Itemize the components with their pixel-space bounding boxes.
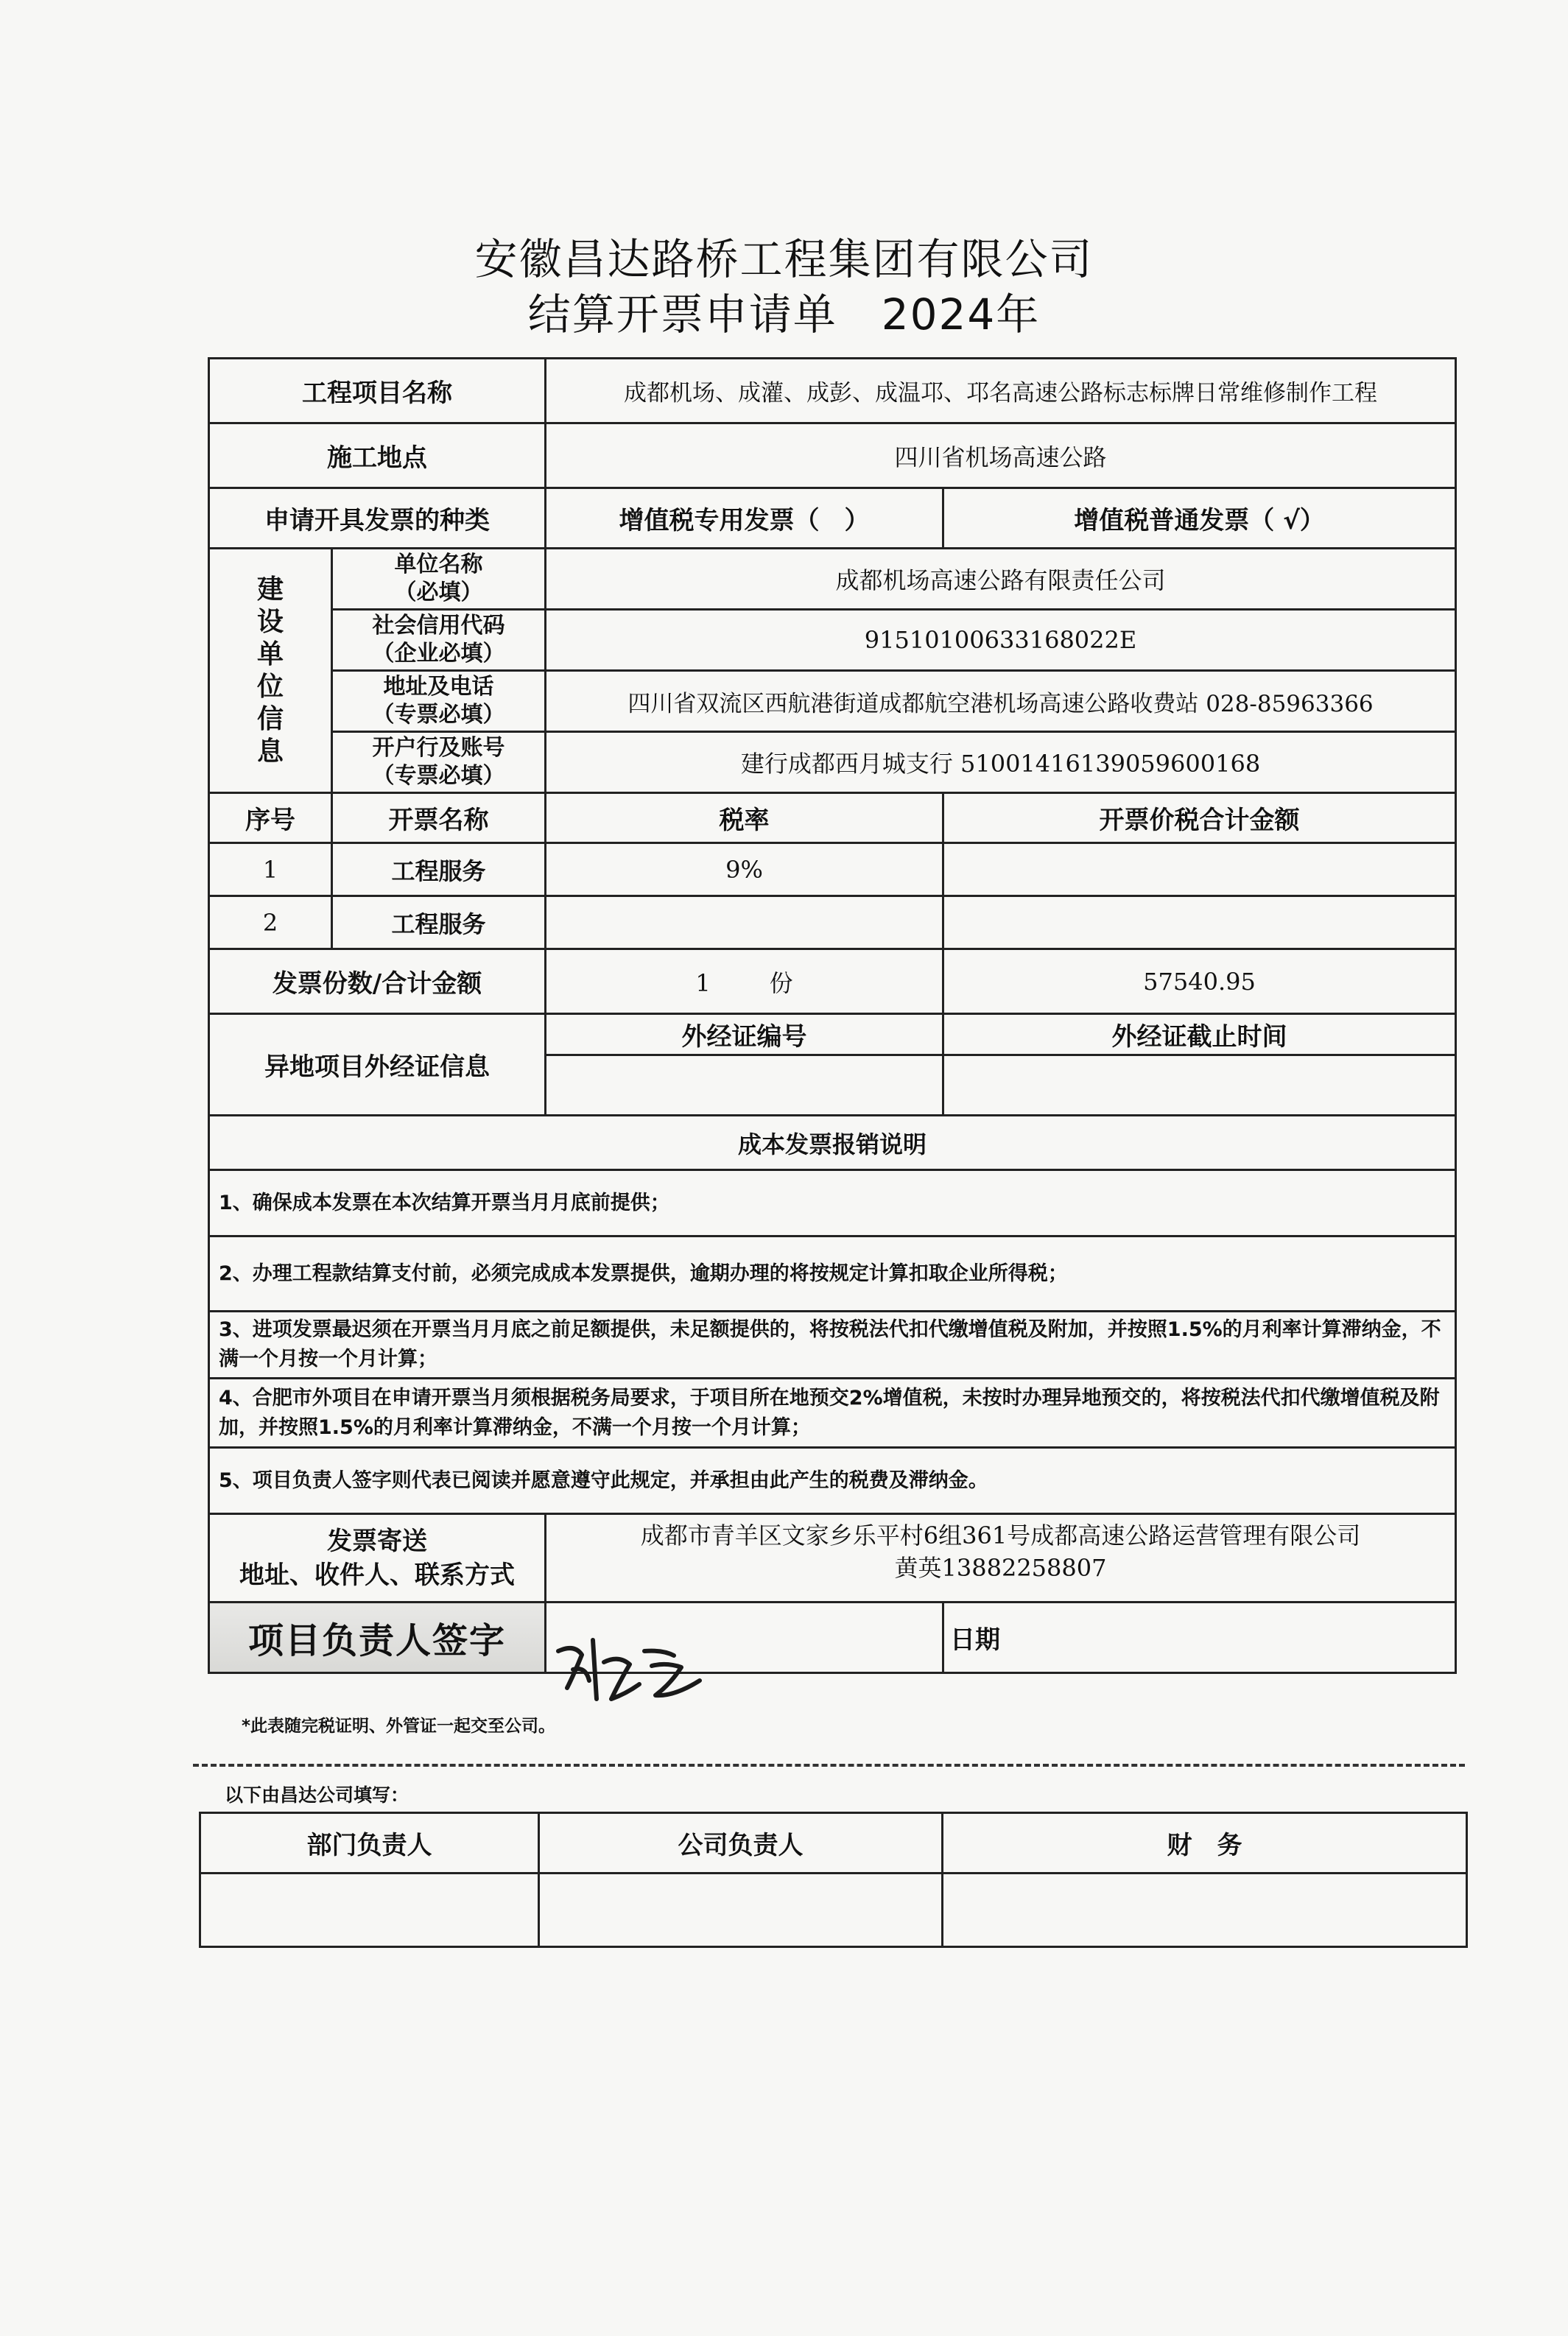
totals-label: 发票份数/合计金额 xyxy=(209,949,546,1014)
note-item: 1、确保成本发票在本次结算开票当月月底前提供； xyxy=(209,1170,1456,1236)
invoice-type-label: 申请开具发票的种类 xyxy=(209,488,546,549)
invoice-count-unit: 份 xyxy=(769,968,793,997)
note-item: 5、项目负责人签字则代表已阅读并愿意遵守此规定，并承担由此产生的税费及滞纳金。 xyxy=(209,1448,1456,1514)
col-header-rate: 税率 xyxy=(546,793,943,843)
finance-header: 财 务 xyxy=(943,1813,1467,1874)
application-form-table xyxy=(208,357,1457,1674)
cert-no-value xyxy=(546,1055,943,1116)
external-cert-label: 异地项目外经证信息 xyxy=(209,1014,546,1116)
item-amount xyxy=(943,896,1456,949)
special-invoice-option[interactable]: 增值税专用发票（ ） xyxy=(546,488,943,549)
site-label: 施工地点 xyxy=(209,423,546,488)
company-section-label: 以下由昌达公司填写： xyxy=(225,1784,409,1806)
date-field[interactable]: 日期 xyxy=(943,1603,1456,1673)
credit-code-label xyxy=(332,610,546,671)
credit-code-note: （企业必填） xyxy=(372,641,505,666)
item-name: 工程服务 xyxy=(332,896,546,949)
item-amount xyxy=(943,843,1456,896)
project-name-label: 工程项目名称 xyxy=(209,359,546,423)
ordinary-invoice-option[interactable]: 增值税普通发票（ √） xyxy=(943,488,1456,549)
client-name-note: （必填） xyxy=(394,580,483,605)
dept-head-sign-field[interactable] xyxy=(200,1874,539,1947)
notes-title: 成本发票报销说明 xyxy=(209,1116,1456,1170)
cut-line-divider xyxy=(193,1764,1465,1767)
note-item: 2、办理工程款结算支付前，必须完成成本发票提供，逾期办理的将按规定计算扣取企业所得税； xyxy=(209,1236,1456,1312)
client-info-vertical-text: 建设单位信息 xyxy=(256,574,284,767)
client-name-label-text: 单位名称 xyxy=(394,552,483,577)
site-value: 四川省机场高速公路 xyxy=(546,423,1456,488)
approval-table xyxy=(199,1812,1468,1948)
mailing-recipient: 黄英13882258807 xyxy=(894,1554,1107,1582)
cert-no-header: 外经证编号 xyxy=(546,1014,943,1055)
col-header-name: 开票名称 xyxy=(332,793,546,843)
item-rate xyxy=(546,896,943,949)
bank-label-text: 开户行及账号 xyxy=(372,735,505,761)
address-note: （专票必填） xyxy=(372,702,505,728)
mailing-label-line2: 地址、收件人、联系方式 xyxy=(239,1560,515,1590)
col-header-amount: 开票价税合计金额 xyxy=(943,793,1456,843)
cert-deadline-header: 外经证截止时间 xyxy=(943,1014,1456,1055)
address-label xyxy=(332,671,546,732)
invoice-count-value: 1 xyxy=(695,968,711,997)
client-name-label xyxy=(332,549,546,610)
total-amount: 57540.95 xyxy=(943,949,1456,1014)
finance-sign-field[interactable] xyxy=(943,1874,1467,1947)
invoice-count xyxy=(546,949,943,1014)
item-rate: 9% xyxy=(546,843,943,896)
footnote: *此表随完税证明、外管证一起交至公司。 xyxy=(242,1717,556,1736)
signature-label: 项目负责人签字 xyxy=(209,1603,546,1673)
client-name-value: 成都机场高速公路有限责任公司 xyxy=(546,549,1456,610)
credit-code-label-text: 社会信用代码 xyxy=(372,613,505,638)
item-no: 1 xyxy=(209,843,332,896)
cert-deadline-value xyxy=(943,1055,1456,1116)
mailing-label xyxy=(209,1514,546,1603)
project-name-value: 成都机场、成灌、成彭、成温邛、邛名高速公路标志标牌日常维修制作工程 xyxy=(546,359,1456,423)
client-info-group-label xyxy=(209,549,332,793)
company-title: 安徽昌达路桥工程集团有限公司 xyxy=(474,234,1094,284)
item-name: 工程服务 xyxy=(332,843,546,896)
table-row xyxy=(209,896,1456,949)
col-header-no: 序号 xyxy=(209,793,332,843)
bank-value: 建行成都西月城支行 51001416139059600168 xyxy=(546,732,1456,793)
address-label-text: 地址及电话 xyxy=(383,674,494,700)
mailing-label-line1: 发票寄送 xyxy=(327,1526,427,1556)
credit-code-value: 91510100633168022E xyxy=(546,610,1456,671)
bank-label xyxy=(332,732,546,793)
address-value: 四川省双流区西航港街道成都航空港机场高速公路收费站 028-85963366 xyxy=(546,671,1456,732)
note-item: 3、进项发票最迟须在开票当月月底之前足额提供，未足额提供的，将按税法代扣代缴增值税及附加，并按照1.5%的月利率计算滞纳金，不满一个月按一个月计算； xyxy=(209,1312,1456,1379)
bank-note: （专票必填） xyxy=(372,763,505,789)
company-head-header: 公司负责人 xyxy=(539,1813,943,1874)
mailing-value xyxy=(546,1514,1456,1603)
handwritten-signature xyxy=(552,1629,714,1710)
dept-head-header: 部门负责人 xyxy=(200,1813,539,1874)
table-row xyxy=(209,843,1456,896)
note-item: 4、合肥市外项目在申请开票当月须根据税务局要求，于项目所在地预交2%增值税，未按时办理异地预交的，将按税法代扣代缴增值税及附加，并按照1.5%的月利率计算滞纳金，不满一个月按一个月计算； xyxy=(209,1379,1456,1448)
form-title: 结算开票申请单 2024年 xyxy=(527,289,1041,340)
company-head-sign-field[interactable] xyxy=(539,1874,943,1947)
mailing-address: 成都市青羊区文家乡乐平村6组361号成都高速公路运营管理有限公司 xyxy=(640,1521,1361,1549)
item-no: 2 xyxy=(209,896,332,949)
